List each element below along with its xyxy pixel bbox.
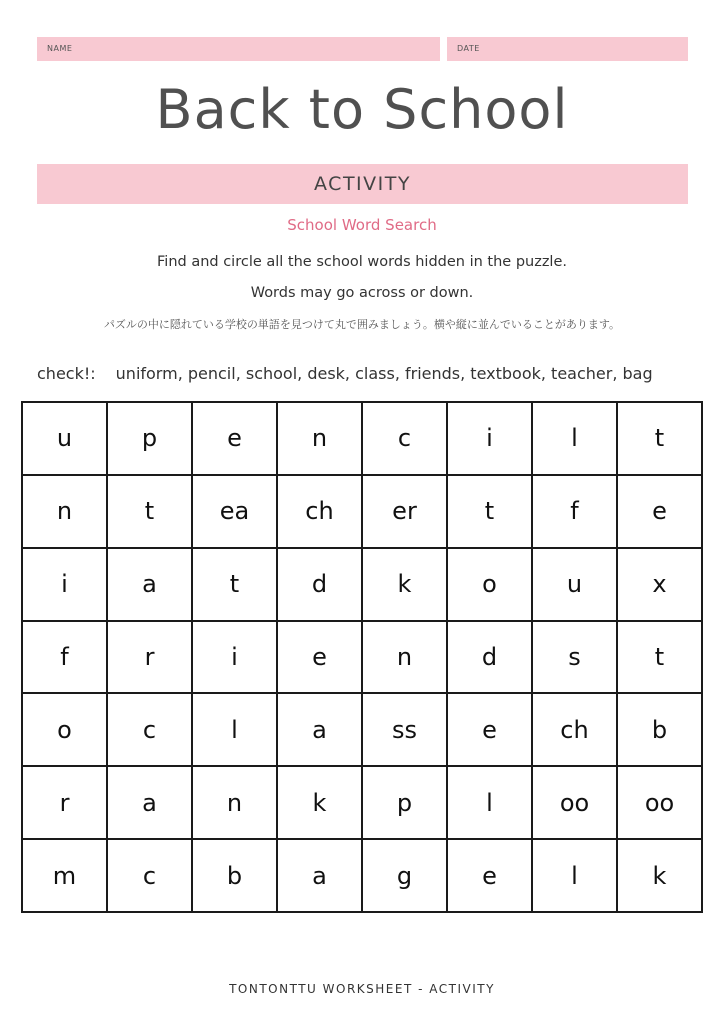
grid-cell[interactable]: f (23, 622, 108, 695)
grid-cell[interactable]: f (533, 476, 618, 549)
grid-cell[interactable]: x (618, 549, 703, 622)
grid-cell[interactable]: l (193, 694, 278, 767)
check-label: check!: (37, 364, 96, 383)
grid-cell[interactable]: k (278, 767, 363, 840)
grid-cell[interactable]: s (533, 622, 618, 695)
date-label: DATE (457, 44, 480, 53)
grid-cell[interactable]: ch (278, 476, 363, 549)
grid-cell[interactable]: c (363, 403, 448, 476)
grid-cell[interactable]: p (363, 767, 448, 840)
grid-cell[interactable]: d (448, 622, 533, 695)
grid-cell[interactable]: e (193, 403, 278, 476)
grid-cell[interactable]: e (618, 476, 703, 549)
grid-cell[interactable]: er (363, 476, 448, 549)
grid-cell[interactable]: t (108, 476, 193, 549)
grid-cell[interactable]: b (618, 694, 703, 767)
date-field[interactable] (447, 37, 688, 61)
grid-cell[interactable]: t (618, 403, 703, 476)
grid-cell[interactable]: u (533, 549, 618, 622)
grid-cell[interactable]: l (533, 403, 618, 476)
grid-cell[interactable]: o (448, 549, 533, 622)
grid-cell[interactable]: oo (618, 767, 703, 840)
grid-cell[interactable]: a (278, 840, 363, 913)
instruction-line-1: Find and circle all the school words hidden in the puzzle. (157, 254, 567, 270)
grid-cell[interactable]: e (278, 622, 363, 695)
grid-cell[interactable]: t (618, 622, 703, 695)
name-field[interactable] (37, 37, 440, 61)
grid-cell[interactable]: n (23, 476, 108, 549)
grid-cell[interactable]: a (108, 549, 193, 622)
grid-cell[interactable]: c (108, 694, 193, 767)
check-list (37, 364, 697, 383)
grid-cell[interactable]: k (363, 549, 448, 622)
subtitle: School Word Search (287, 216, 437, 234)
grid-cell[interactable]: u (23, 403, 108, 476)
grid-cell[interactable]: n (193, 767, 278, 840)
grid-cell[interactable]: n (363, 622, 448, 695)
grid-cell[interactable]: r (108, 622, 193, 695)
grid-cell[interactable]: k (618, 840, 703, 913)
grid-cell[interactable]: ea (193, 476, 278, 549)
word-search-grid (21, 401, 703, 913)
instruction-japanese: パズルの中に隠れている学校の単語を見つけて丸で囲みましょう。横や縦に並んでいることがあります。 (103, 318, 621, 331)
activity-band (37, 164, 688, 204)
grid-cell[interactable]: oo (533, 767, 618, 840)
grid-cell[interactable]: t (448, 476, 533, 549)
grid-cell[interactable]: n (278, 403, 363, 476)
name-label: NAME (47, 44, 73, 53)
grid-cell[interactable]: g (363, 840, 448, 913)
instruction-line-2: Words may go across or down. (250, 285, 474, 301)
check-words: uniform, pencil, school, desk, class, friends, textbook, teacher, bag (115, 364, 653, 383)
grid-cell[interactable]: c (108, 840, 193, 913)
grid-cell[interactable]: i (448, 403, 533, 476)
grid-cell[interactable]: e (448, 840, 533, 913)
grid-cell[interactable]: p (108, 403, 193, 476)
grid-cell[interactable]: ss (363, 694, 448, 767)
grid-cell[interactable]: a (108, 767, 193, 840)
grid-cell[interactable]: r (23, 767, 108, 840)
grid-cell[interactable]: a (278, 694, 363, 767)
grid-cell[interactable]: b (193, 840, 278, 913)
activity-label: ACTIVITY (314, 173, 411, 195)
grid-cell[interactable]: ch (533, 694, 618, 767)
grid-cell[interactable]: i (193, 622, 278, 695)
grid-cell[interactable]: d (278, 549, 363, 622)
grid-cell[interactable]: l (533, 840, 618, 913)
grid-cell[interactable]: t (193, 549, 278, 622)
grid-cell[interactable]: m (23, 840, 108, 913)
footer: TONTONTTU WORKSHEET - ACTIVITY (229, 982, 495, 996)
grid-cell[interactable]: i (23, 549, 108, 622)
grid-cell[interactable]: l (448, 767, 533, 840)
grid-cell[interactable]: e (448, 694, 533, 767)
grid-cell[interactable]: o (23, 694, 108, 767)
page-title: Back to School (155, 78, 569, 141)
